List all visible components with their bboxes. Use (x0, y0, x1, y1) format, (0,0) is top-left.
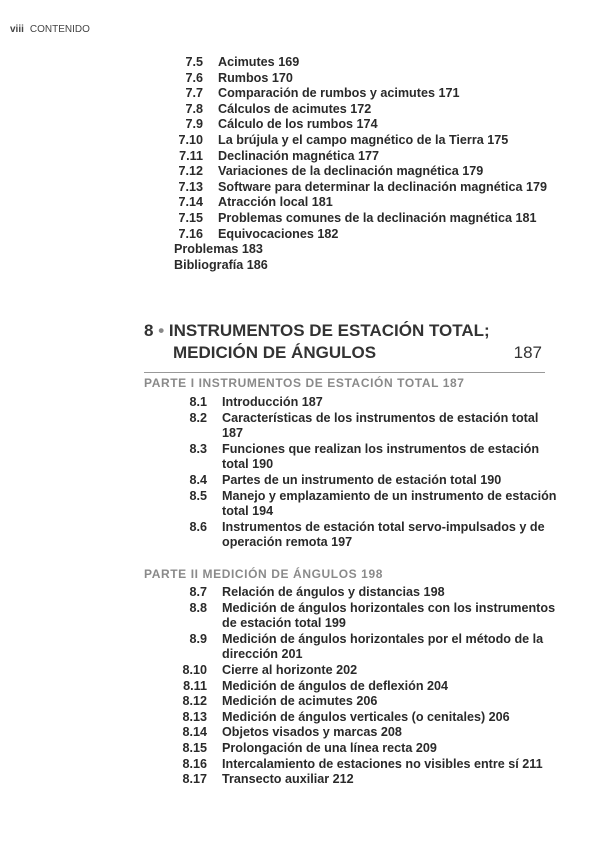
entry-number: 8.9 (189, 631, 207, 646)
toc-entry (157, 710, 600, 726)
parte-2-entries (157, 585, 600, 788)
toc-entry (157, 489, 600, 520)
chapter-7-entries (153, 55, 600, 273)
toc-entry (157, 520, 600, 551)
toc-entry (157, 663, 600, 679)
parte-2-heading: PARTE II MEDICIÓN DE ÁNGULOS 198 (144, 567, 384, 581)
entry-number: 8.4 (189, 472, 207, 487)
entry-title: Problemas comunes de la declinación magnética 181 (218, 210, 537, 225)
divider (144, 372, 545, 373)
entry-title: Intercalamiento de estaciones no visibles entre sí 211 (222, 756, 543, 771)
entry-title: Rumbos 170 (218, 70, 293, 85)
entry-number: 7.16 (178, 226, 203, 241)
entry-number: 7.12 (178, 164, 203, 179)
chapter-title-line1: INSTRUMENTOS DE ESTACIÓN TOTAL; (168, 321, 490, 340)
entry-number: 8.5 (189, 488, 207, 503)
running-header (10, 24, 90, 35)
entry-number: 7.7 (185, 86, 203, 101)
entry-title: Características de los instrumentos de estación total 187 (222, 410, 539, 441)
chapter-8-heading (144, 320, 542, 364)
toc-entry (157, 442, 600, 473)
entry-number: 7.14 (178, 195, 203, 210)
entry-title: Medición de ángulos horizontales por el método de la dirección 201 (222, 631, 544, 662)
toc-entry: Bibliografía 186 (174, 257, 268, 272)
entry-number: 8.1 (189, 395, 207, 409)
entry-title: Introducción 187 (222, 395, 323, 409)
toc-entry (157, 772, 600, 788)
entry-number: 7.13 (178, 179, 203, 194)
entry-number: 8.7 (189, 585, 207, 599)
toc-entry (153, 133, 600, 149)
entry-title: Objetos visados y marcas 208 (222, 725, 402, 740)
toc-entry (153, 211, 600, 227)
entry-title: Prolongación de una línea recta 209 (222, 740, 437, 755)
entry-number: 7.8 (185, 101, 203, 116)
entry-title: Comparación de rumbos y acimutes 171 (218, 86, 460, 101)
entry-number: 7.11 (179, 148, 203, 163)
toc-entry (153, 180, 600, 196)
entry-number: 7.5 (185, 55, 203, 69)
entry-number: 7.9 (185, 117, 203, 132)
parte-1-heading: PARTE I INSTRUMENTOS DE ESTACIÓN TOTAL 187 (144, 376, 465, 390)
toc-entry (157, 741, 600, 757)
entry-number: 8.17 (182, 772, 207, 787)
entry-title: Equivocaciones 182 (218, 226, 339, 241)
entry-title: Funciones que realizan los instrumentos de estación total 190 (222, 441, 540, 472)
entry-number: 8.14 (182, 725, 207, 740)
toc-entry (153, 227, 600, 243)
toc-entry (157, 694, 600, 710)
entry-number: 8.11 (183, 678, 207, 693)
entry-title: Cálculo de los rumbos 174 (218, 117, 378, 132)
toc-entry (157, 585, 600, 601)
toc-entry (153, 149, 600, 165)
section-name: CONTENIDO (29, 24, 90, 35)
entry-number: 8.2 (189, 410, 207, 425)
entry-title: La brújula y el campo magnético de la Tierra 175 (218, 132, 509, 147)
toc-entry (157, 725, 600, 741)
chapter-page: 187 (513, 343, 542, 362)
toc-entry (157, 411, 600, 442)
toc-entry (157, 473, 600, 489)
entry-number: 8.8 (189, 600, 207, 615)
entry-title: Acimutes 169 (218, 55, 300, 69)
toc-entry (157, 395, 600, 411)
entry-number: 8.6 (189, 519, 207, 534)
entry-title: Medición de ángulos horizontales con los instrumentos de estación total 199 (222, 600, 556, 631)
entry-number: 7.6 (185, 70, 203, 85)
entry-number: 8.10 (182, 662, 207, 677)
entry-title: Atracción local 181 (218, 195, 333, 210)
page-number: viii (10, 24, 24, 35)
entry-title: Medición de ángulos verticales (o cenitales) 206 (222, 709, 510, 724)
entry-title: Partes de un instrumento de estación total 190 (222, 472, 502, 487)
toc-entry (157, 632, 600, 663)
entry-title: Medición de ángulos de deflexión 204 (222, 678, 449, 693)
entry-number: 7.15 (178, 210, 203, 225)
toc-entry (157, 601, 600, 632)
entry-title: Medición de acimutes 206 (222, 694, 378, 709)
entry-title: Cálculos de acimutes 172 (218, 101, 372, 116)
entry-number: 8.13 (182, 709, 207, 724)
entry-title: Manejo y emplazamiento de un instrumento de estación total 194 (222, 488, 557, 519)
entry-title: Software para determinar la declinación magnética 179 (218, 179, 547, 194)
entry-number: 8.3 (189, 441, 207, 456)
entry-number: 8.12 (182, 694, 207, 709)
chapter-title-line2: MEDICIÓN DE ÁNGULOS (173, 343, 377, 362)
toc-entry (153, 55, 600, 71)
entry-title: Instrumentos de estación total servo-impulsados y de operación remota 197 (222, 519, 545, 550)
entry-title: Relación de ángulos y distancias 198 (222, 585, 445, 599)
toc-entry: Problemas 183 (174, 242, 263, 257)
entry-title: Transecto auxiliar 212 (222, 772, 354, 787)
toc-entry (153, 164, 600, 180)
toc-entry (157, 757, 600, 773)
chapter-number: 8 (144, 321, 154, 340)
bullet: • (158, 321, 165, 340)
toc-entry (153, 117, 600, 133)
entry-title: Cierre al horizonte 202 (222, 662, 358, 677)
entry-number: 8.16 (182, 756, 207, 771)
toc-entry (153, 102, 600, 118)
entry-title: Declinación magnética 177 (218, 148, 379, 163)
entry-number: 8.15 (182, 740, 207, 755)
parte-1-entries (157, 395, 600, 551)
toc-entry (153, 71, 600, 87)
toc-entry (153, 86, 600, 102)
entry-title: Variaciones de la declinación magnética 179 (218, 164, 484, 179)
entry-number: 7.10 (178, 132, 203, 147)
toc-entry (153, 195, 600, 211)
toc-entry (157, 679, 600, 695)
